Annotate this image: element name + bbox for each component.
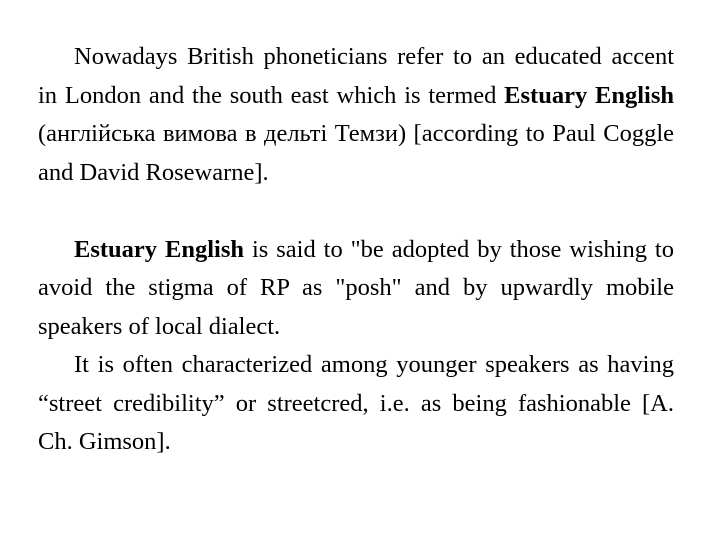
paragraph-1-lead-text: Nowadays British phoneticians refer to an educated accent in London and the south east which is termed — [38, 43, 674, 109]
paragraph-estuary-adoption — [38, 231, 674, 347]
paragraph-spacer — [38, 192, 674, 231]
text-body — [38, 38, 674, 462]
paragraph-2-tail-text: is said to "be adopted by those wishing to avoid the stigma of RP as "posh" and by upwardly mobile speakers of local dialect. — [38, 235, 674, 340]
paragraph-estuary-definition — [38, 38, 674, 192]
term-estuary-english: Estuary English — [504, 81, 674, 109]
paragraph-1-tail-text: (англійська вимова в дельті Темзи) [according to Paul Coggle and David Rosewarne]. — [38, 120, 674, 186]
term-estuary-english: Estuary English — [74, 235, 244, 263]
paragraph-3-text: It is often characterized among younger speakers as having “street credibility” or streetcred, i.e. as being fashionable [A. Ch. Gimson]. — [38, 351, 674, 455]
paragraph-street-credibility — [38, 346, 674, 462]
